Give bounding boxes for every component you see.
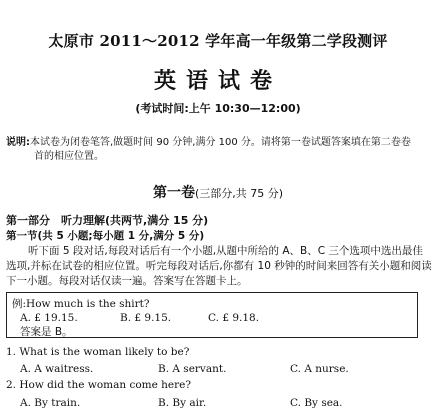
exam-time: (考试时间:上午 10:30—12:00) (135, 102, 301, 115)
question-1-option-a: A. A waitress. (20, 363, 94, 375)
instructions (6, 136, 430, 164)
question-2-option-a: A. By train. (20, 397, 81, 409)
exam-header: 太原市 2011～2012 学年高一年级第二学段测评 (48, 32, 388, 50)
section-title: 第一节(共 5 小题;每小题 1 分,满分 5 分) (6, 230, 205, 242)
section-directions: 听下面 5 段对话,每段对话后有一个小题,从题中所给的 A、B、C 三个选项中选出最佳选项,并标在试卷的相应位置。听完每段对话后,你都有 10 秒钟的时间来回答有关小题和阅读下一小题。每段对话仅读一遍。答案写在答题卡上。 (6, 245, 432, 287)
question-2-option-c: C. By sea. (290, 397, 343, 409)
example-question: 例:How much is the shirt? (12, 298, 150, 310)
volume-name: 第一卷 (152, 185, 195, 201)
instructions-label: 说明: (6, 137, 30, 148)
volume-note: (三部分,共 75 分) (194, 187, 284, 200)
question-1-stem: 1. What is the woman likely to be? (6, 346, 190, 358)
question-1-option-b: B. A servant. (158, 363, 227, 375)
instructions-text-cont: 首的相应位置。 (34, 151, 104, 162)
example-answer: 答案是 B。 (20, 326, 73, 338)
exam-title: 英语试卷 (153, 69, 282, 94)
question-1-option-c: C. A nurse. (290, 363, 349, 375)
example-option-a: A. £ 19.15. (20, 312, 78, 324)
instructions-text: 本试卷为闭卷笔答,做题时间 90 分钟,满分 100 分。请将第一卷试题答案填在第二卷卷 (30, 137, 411, 148)
example-option-c: C. £ 9.18. (208, 312, 260, 324)
volume-title (0, 182, 436, 202)
question-2-option-b: B. By air. (158, 397, 207, 409)
part-title: 第一部分 听力理解(共两节,满分 15 分) (6, 214, 209, 227)
question-2-stem: 2. How did the woman come here? (6, 379, 192, 391)
example-option-b: B. £ 9.15. (120, 312, 172, 324)
